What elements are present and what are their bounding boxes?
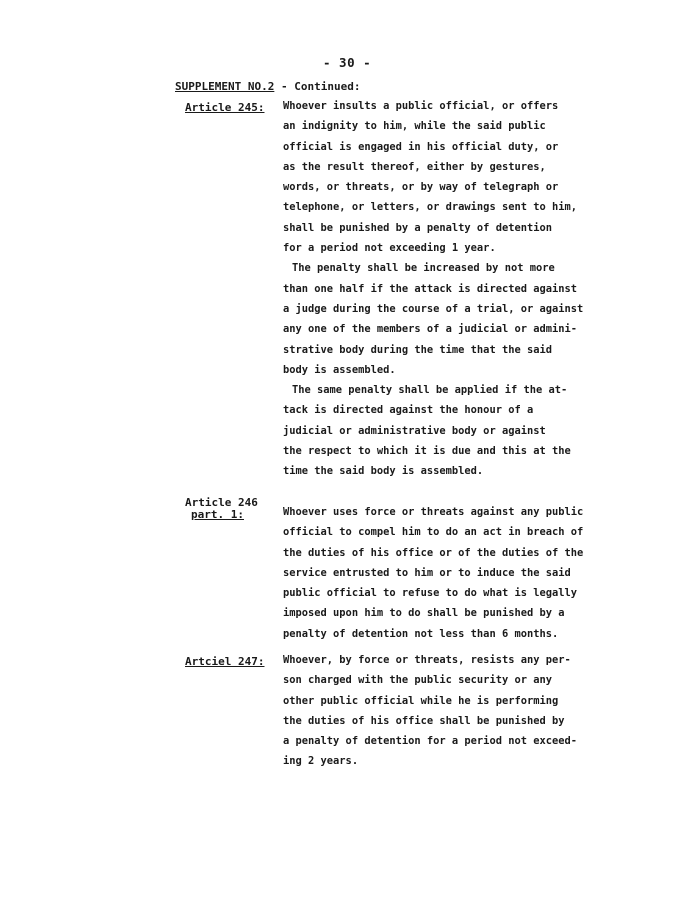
text-line: a judge during the course of a trial, or against [283,302,584,315]
text-line: words, or threats, or by way of telegraph or [283,181,559,194]
text-line: a penalty of detention for a period not exceed- [283,735,578,748]
continued-label: - Continued: [274,80,361,93]
text-line: other public official while he is performing [283,694,559,707]
text-line: time the said body is assembled. [283,465,484,478]
article-245-label: Article 245: [185,101,265,114]
article-246-label [185,497,258,521]
text-line: tack is directed against the honour of a [283,404,534,417]
text-line: body is assembled. [283,363,396,376]
text-line: judicial or administrative body or against [283,424,546,437]
section-header [175,80,360,93]
text-line: son charged with the public security or any [283,674,552,687]
text-line: Whoever uses force or threats against any public [283,506,584,518]
text-line: imposed upon him to do shall be punished by a [283,607,565,620]
text-line: Whoever insults a public official, or offers [283,100,559,112]
text-line: any one of the members of a judicial or admini- [283,323,578,336]
text-line: an indignity to him, while the said public [283,120,546,133]
article-247-label: Artciel 247: [185,655,265,668]
text-line: official is engaged in his official duty, or [283,140,559,153]
text-line: shall be punished by a penalty of detention [283,221,552,234]
text-line: the respect to which it is due and this at the [283,445,571,458]
text-line: telephone, or letters, or drawings sent to him, [283,201,578,214]
article-246-text [283,502,583,644]
text-line: public official to refuse to do what is legally [283,587,578,600]
text-line: penalty of detention not less than 6 months. [283,627,559,640]
text-line: the duties of his office shall be punished by [283,714,565,727]
text-line: Whoever, by force or threats, resists any per- [283,654,571,666]
text-line: official to compel him to do an act in breach of [283,526,584,539]
article-245-text [283,96,583,482]
text-line: The penalty shall be increased by not more [292,262,555,275]
text-line: than one half if the attack is directed against [283,282,578,295]
text-line: for a period not exceeding 1 year. [283,242,496,255]
article-246-title: Article 246 [185,496,258,509]
text-line: The same penalty shall be applied if the at- [292,384,568,397]
text-line: ing 2 years. [283,755,359,768]
text-line: the duties of his office or of the duties of the [283,546,584,559]
article-247-text [283,650,577,772]
article-246-part: part. 1: [191,508,244,521]
text-line: strative body during the time that the said [283,343,552,356]
supplement-title: SUPPLEMENT NO.2 [175,80,275,93]
text-line: service entrusted to him or to induce the said [283,566,571,579]
page-number: - 30 - [323,55,372,70]
text-line: as the result thereof, either by gestures, [283,160,546,173]
